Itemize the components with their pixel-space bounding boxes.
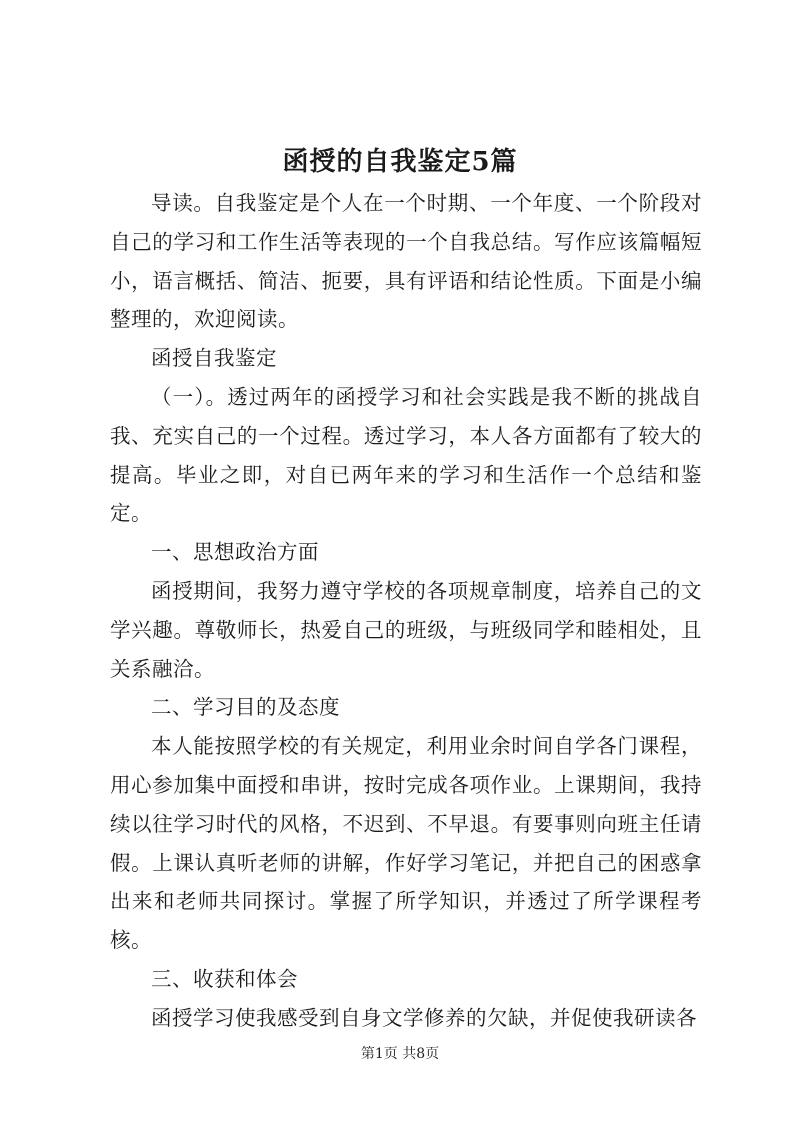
- paragraph-politics: 函授期间，我努力遵守学校的各项规章制度，培养自己的文学兴趣。尊敬师长，热爱自己的班级，与班级同学和睦相处，且关系融洽。: [110, 578, 702, 681]
- document-body: [110, 184, 702, 1038]
- section-heading-politics: 一、思想政治方面: [151, 540, 319, 565]
- section-heading-gains: 三、收获和体会: [151, 966, 298, 991]
- section-heading-study: 二、学习目的及态度: [151, 695, 340, 720]
- paragraph-intro: 导读。自我鉴定是个人在一个时期、一个年度、一个阶段对自己的学习和工作生活等表现的一个自我总结。写作应该篇幅短小，语言概括、简洁、扼要，具有评语和结论性质。下面是小编整理的，欢迎阅读。: [110, 191, 702, 332]
- paragraph-part-one: （一）。透过两年的函授学习和社会实践是我不断的挑战自我、充实自己的一个过程。透过学习，本人各方面都有了较大的提高。毕业之即，对自已两年来的学习和生活作一个总结和鉴定。: [110, 384, 702, 526]
- paragraph-gains: 函授学习使我感受到自身文学修养的欠缺，并促使我研读各: [151, 1005, 697, 1030]
- page-footer: 第1页 共8页: [360, 1046, 440, 1062]
- document-title: 函授的自我鉴定5篇: [282, 147, 518, 177]
- section-heading: 函授自我鉴定: [151, 346, 277, 371]
- paragraph-study: 本人能按照学校的有关规定，利用业余时间自学各门课程，用心参加集中面授和串讲，按时完成各项作业。上课期间，我持续以往学习时代的风格，不迟到、不早退。有要事则向班主任请假。上课认真听老师的讲解，作好学习笔记，并把自己的困惑拿出来和老师共同探讨。掌握了所学知识，并透过了所学课程考核。: [110, 734, 702, 953]
